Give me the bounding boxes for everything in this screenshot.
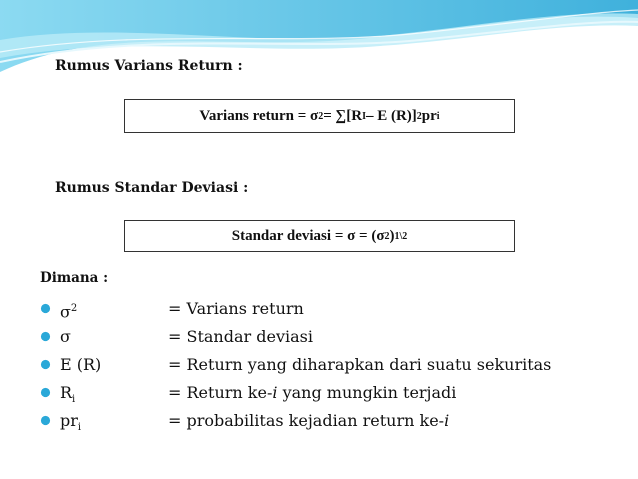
definition-text: [168, 410, 449, 432]
bullet-icon: [40, 387, 51, 398]
symbol-base: pr: [60, 411, 78, 430]
symbol-superscript: 2: [70, 303, 78, 314]
symbol-base: E (R): [60, 355, 102, 374]
definition-rest: yang mungkin terjadi: [277, 383, 457, 402]
bullet-icon: [40, 331, 51, 342]
definition-text: [168, 298, 304, 320]
definition-main: = Return ke-: [168, 383, 273, 402]
definition-main: = probabilitas kejadian return ke-: [168, 411, 445, 430]
dimana-label: Dimana :: [40, 270, 109, 286]
definition-symbol: [60, 326, 71, 348]
bullet-icon: [40, 415, 51, 426]
formula-varians-tail-sub: i: [436, 110, 440, 122]
formula-deviasi-post: ): [389, 227, 395, 244]
bullet-icon: [40, 303, 51, 314]
formula-deviasi-pre-sup: 2: [384, 230, 390, 242]
definition-item: [40, 326, 630, 354]
symbol-subscript: i: [77, 422, 82, 434]
symbol-base: σ: [60, 302, 71, 322]
definition-item: [40, 354, 630, 382]
definition-item: [40, 382, 630, 410]
formula-varians-mid-sub: I: [362, 110, 366, 122]
formula-varians-post-sup: 2: [416, 110, 422, 122]
definition-main: = Standar deviasi: [168, 327, 313, 346]
definition-text: [168, 326, 313, 348]
definition-main: = Varians return: [168, 299, 304, 318]
definition-text: [168, 354, 551, 376]
formula-varians-pre: Varians return = σ: [199, 107, 319, 124]
definition-symbol: [60, 410, 81, 439]
definition-italic: i: [444, 411, 450, 430]
formula-varians-post: – E (R)]: [365, 107, 417, 124]
formula-deviasi-box: [124, 220, 515, 252]
definition-symbol: [60, 298, 77, 323]
symbol-base: R: [60, 383, 73, 402]
formula-varians-tail: pr: [421, 107, 437, 124]
definition-main: = Return yang diharapkan dari suatu sekuritas: [168, 355, 552, 374]
heading-varians-return: Rumus Varians Return :: [55, 58, 243, 74]
heading-standar-deviasi: Rumus Standar Deviasi :: [55, 180, 249, 196]
formula-varians-pre-sup: 2: [318, 110, 324, 122]
definition-list: [40, 298, 630, 438]
definition-symbol: [60, 354, 101, 376]
definition-text: [168, 382, 456, 404]
symbol-subscript: i: [72, 394, 76, 406]
formula-deviasi-pre: Standar deviasi = σ = (σ: [231, 227, 385, 244]
symbol-base: σ: [60, 327, 71, 346]
formula-deviasi-post-sup: 1\2: [394, 230, 408, 242]
definition-symbol: [60, 382, 75, 411]
definition-item: [40, 298, 630, 326]
formula-varians-mid: = ∑[R: [323, 107, 363, 124]
formula-varians-box: [124, 99, 515, 133]
bullet-icon: [40, 359, 51, 370]
definition-italic: i: [272, 383, 278, 402]
definition-item: [40, 410, 630, 438]
